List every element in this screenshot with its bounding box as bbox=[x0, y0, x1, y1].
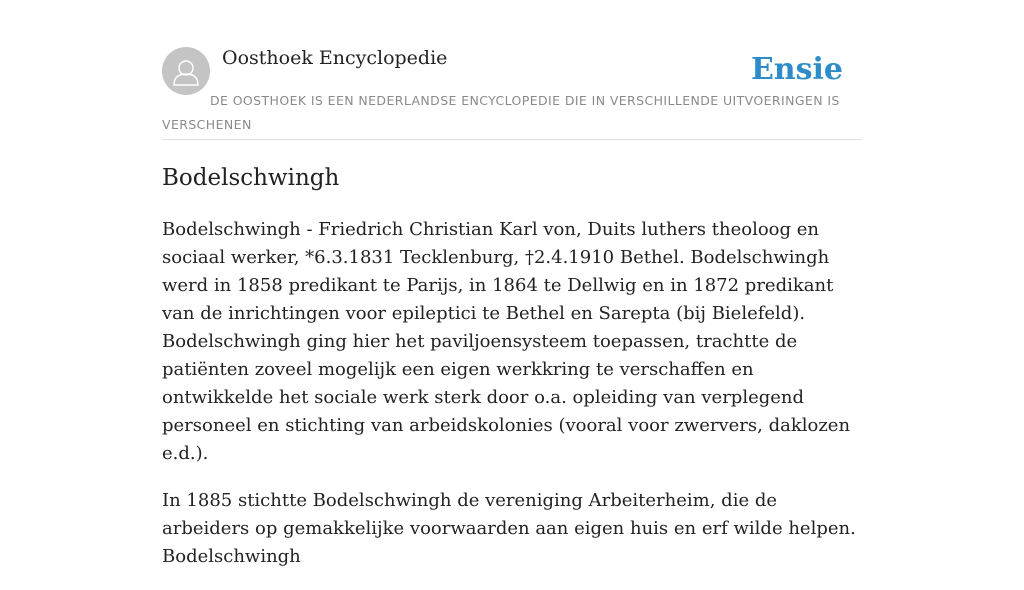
article-paragraph: In 1885 stichtte Bodelschwingh de vereniging Arbeiterheim, die de arbeiders op gemakkelijke voorwaarden aan eigen huis en erf wilde helpen. Bodelschwingh bbox=[162, 490, 856, 567]
article-title: Bodelschwingh bbox=[162, 165, 340, 191]
site-name[interactable]: Oosthoek Encyclopedie bbox=[222, 47, 448, 69]
user-avatar-icon[interactable] bbox=[162, 47, 210, 95]
header-divider bbox=[162, 139, 862, 140]
site-tagline: DE OOSTHOEK IS EEN NEDERLANDSE ENCYCLOPEDIE DIE IN VERSCHILLENDE UITVOERINGEN IS VERSCHENEN bbox=[162, 93, 840, 132]
brand-logo[interactable]: Ensie bbox=[750, 52, 843, 87]
article-paragraph: Bodelschwingh - Friedrich Christian Karl von, Duits luthers theoloog en sociaal werker, *6.3.1831 Tecklenburg, †2.4.1910 Bethel. Bodelschwingh werd in 1858 predikant te Parijs, in 1864 te Dellwig en in 1872 predikant van de inrichtingen voor epileptici te Bethel en Sarepta (bij Bielefeld). Bodelschwingh ging hier het paviljoensysteem toepassen, trachtte de patiënten zoveel mogelijk een eigen werkkring te verschaffen en ontwikkelde het sociale werk sterk door o.a. opleiding van verplegend personeel en stichting van arbeidskolonies (vooral voor zwervers, daklozen e.d.). bbox=[162, 219, 851, 464]
article-body bbox=[162, 216, 862, 590]
